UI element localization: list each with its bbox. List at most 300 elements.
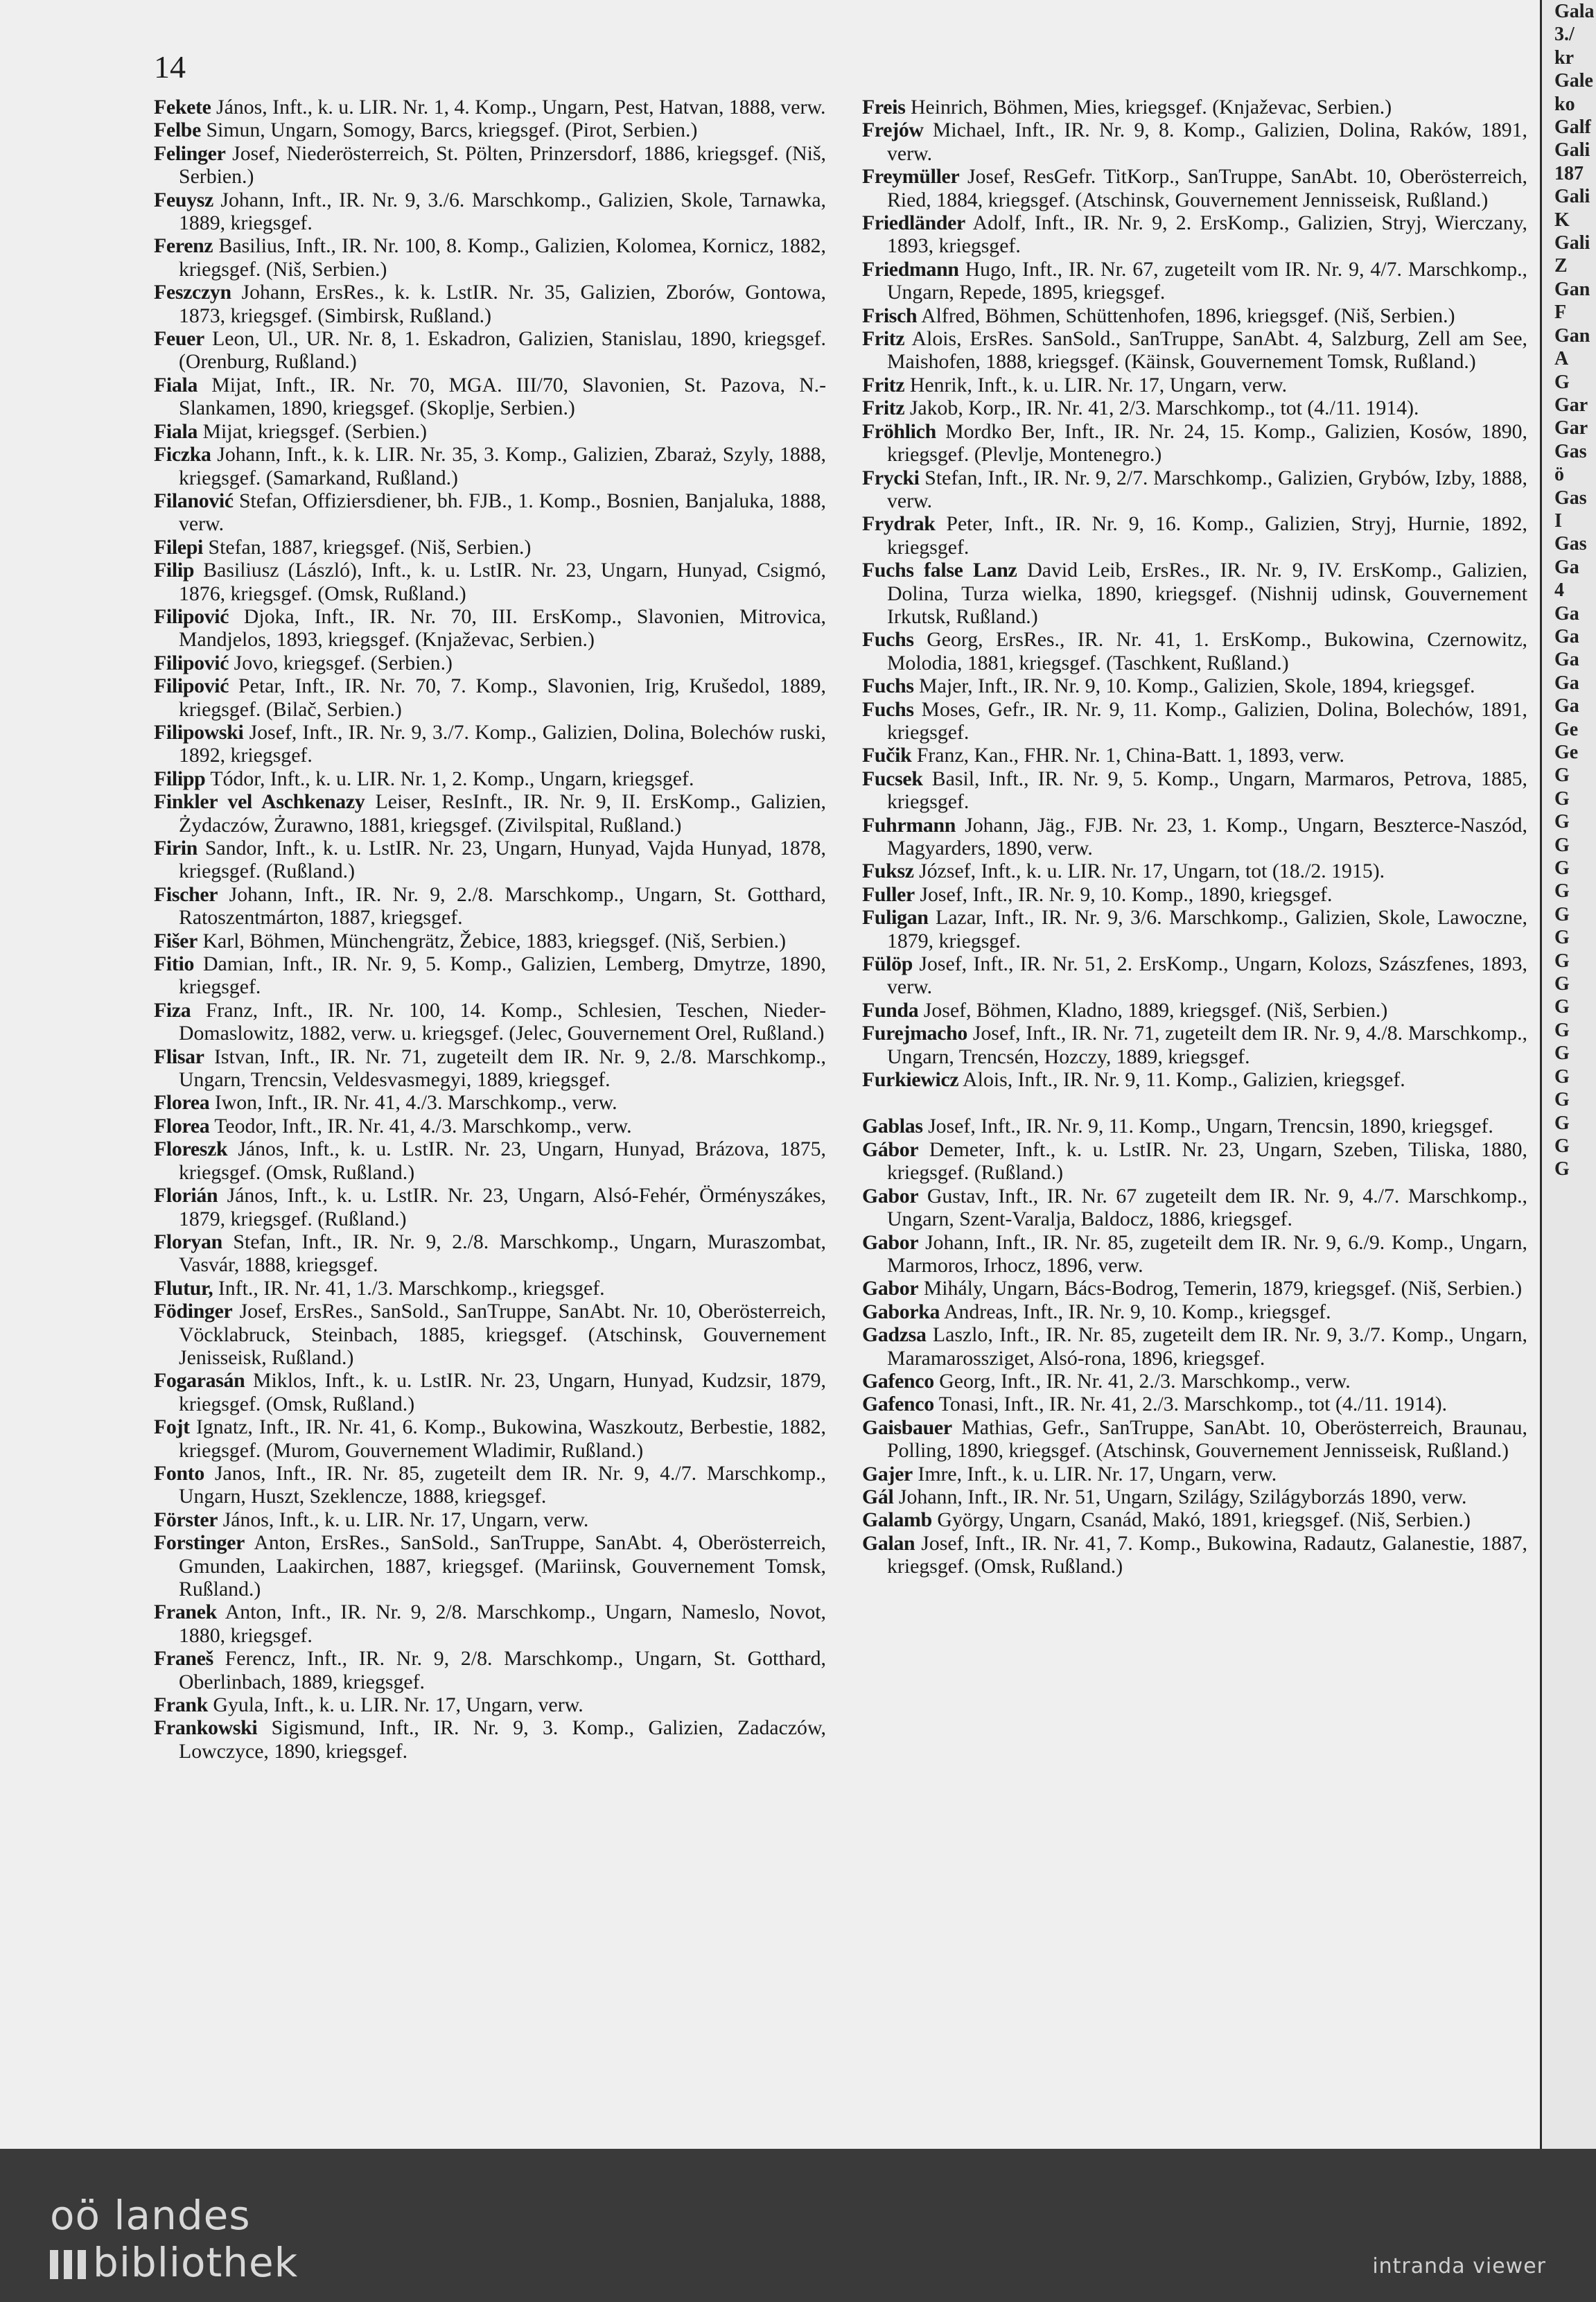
entry-details: Lazar, Inft., IR. Nr. 9, 3/6. Marschkomp., Galizien, Skole, Lawoczne, 1879, kriegsgef. [887,906,1527,952]
adjacent-page-fragment: G [1554,880,1570,903]
viewer-label: intranda viewer [1372,2254,1546,2278]
list-entry [862,1370,1527,1393]
adjacent-page-fragment: G [1554,834,1570,856]
adjacent-page-fragment: G [1554,787,1570,810]
entry-details: Mordko Ber, Inft., IR. Nr. 24, 15. Komp., Galizien, Kosów, 1890, kriegsgef. (Plevlje, Montenegro.) [887,419,1527,466]
adjacent-page-fragment: K [1554,209,1570,231]
entry-surname: Fritz [862,327,905,351]
list-entry [154,327,826,374]
entry-details: Petar, Inft., IR. Nr. 70, 7. Komp., Slavonien, Irig, Krušedol, 1889, kriegsgef. (Bilač, Serbien.) [179,674,826,721]
entry-details: Tódor, Inft., k. u. LIR. Nr. 1, 2. Komp., Ungarn, kriegsgef. [210,767,694,790]
entry-surname: Galamb [862,1508,932,1532]
entry-details: Anton, Inft., IR. Nr. 9, 2/8. Marschkomp., Ungarn, Nameslo, Novot, 1880, kriegsgef. [179,1601,826,1647]
entry-details: János, Inft., k. u. LstIR. Nr. 23, Ungarn, Alsó-Fehér, Örményszákes, 1879, kriegsgef. (Rußland.) [179,1184,826,1230]
list-entry [154,1230,826,1277]
list-entry [154,674,826,721]
adjacent-page-fragment: G [1554,996,1570,1018]
entry-details: Alfred, Böhmen, Schüttenhofen, 1896, kriegsgef. (Niš, Serbien.) [921,304,1455,327]
adjacent-page-fragment: G [1554,1043,1570,1065]
entry-details: Stefan, 1887, kriegsgef. (Niš, Serbien.) [208,535,532,559]
list-entry [154,1091,826,1114]
entry-surname: Freymüller [862,165,960,189]
list-entry [154,1300,826,1369]
entry-details: György, Ungarn, Csanád, Makó, 1891, kriegsgef. (Niš, Serbien.) [937,1508,1471,1532]
list-entry [154,837,826,883]
list-entry [154,1647,826,1693]
entry-surname: Fišer [154,929,198,952]
entry-surname: Gabor [862,1277,919,1300]
entry-details: Franz, Kan., FHR. Nr. 1, China-Batt. 1, 1893, verw. [916,744,1344,767]
list-entry [862,258,1527,304]
list-entry [154,1531,826,1601]
entry-details: Mihály, Ungarn, Bács-Bodrog, Temerin, 1879, kriegsgef. (Niš, Serbien.) [923,1277,1523,1300]
list-entry [862,952,1527,999]
list-entry [154,1601,826,1647]
list-entry [862,1022,1527,1068]
entry-details: Josef, Böhmen, Kladno, 1889, kriegsgef. (Niš, Serbien.) [923,998,1388,1022]
entry-surname: Frycki [862,466,920,489]
list-entry [862,767,1527,814]
adjacent-page-fragment: Gali [1554,139,1590,162]
list-entry [154,952,826,999]
entry-surname: Fiza [154,998,191,1022]
list-entry [154,96,826,119]
adjacent-page-fragment: Gali [1554,186,1590,208]
entry-surname: Florián [154,1184,218,1207]
entry-details: Johann, Inft., IR. Nr. 9, 3./6. Marschkomp., Galizien, Skole, Tarnawka, 1889, kriegsgef. [179,188,827,235]
entry-surname: Gajer [862,1462,913,1485]
list-entry [862,396,1527,419]
entry-surname: Fuhrmann [862,813,956,837]
adjacent-page-fragment: Galf [1554,116,1591,139]
entry-details: Tonasi, Inft., IR. Nr. 41, 2./3. Marschkomp., tot (4./11. 1914). [938,1393,1448,1416]
adjacent-page-fragment: G [1554,371,1570,393]
list-entry [154,652,826,674]
adjacent-page-fragment: Ga [1554,602,1579,625]
list-entry [154,1693,826,1716]
entry-surname: Filipović [154,674,229,698]
list-entry [154,1045,826,1092]
entry-surname: Fuksz [862,860,914,883]
entry-details: Jovo, kriegsgef. (Serbien.) [234,651,453,674]
entry-details: Damian, Inft., IR. Nr. 9, 5. Komp., Galizien, Lemberg, Dmytrze, 1890, kriegsgef. [179,952,826,999]
list-entry [154,142,826,189]
entry-surname: Filipović [154,651,229,674]
entry-surname: Fuchs [862,628,914,652]
entry-surname: Gaisbauer [862,1415,952,1439]
list-entry [154,489,826,536]
adjacent-page-fragment: G [1554,950,1570,972]
adjacent-page-fragment: 3./ [1554,24,1575,46]
entry-surname: Felbe [154,119,202,142]
entry-details: Basiliusz (László), Inft., k. u. LstIR. Nr. 23, Ungarn, Hunyad, Csigmó, 1876, kriegsgef. (Omsk, Rußland.) [179,559,826,605]
entry-surname: Finkler vel Aschkenazy [154,790,365,814]
list-entry [862,814,1527,860]
entry-details: János, Inft., k. u. LstIR. Nr. 23, Ungarn, Hunyad, Brázova, 1875, kriegsgef. (Omsk, Rußland.) [179,1137,826,1184]
list-entry [154,930,826,952]
entry-surname: Gafenco [862,1369,934,1393]
entry-details: Sandor, Inft., k. u. LstIR. Nr. 23, Ungarn, Hunyad, Vajda Hunyad, 1878, kriegsgef. (Rußland.) [179,837,826,883]
entry-surname: Florea [154,1114,210,1137]
library-logo-line1: oö landes [50,2192,251,2239]
list-entry [862,374,1527,396]
entry-surname: Forstinger [154,1531,245,1555]
entry-surname: Ferenz [154,234,213,258]
adjacent-page-fragment: Ge [1554,742,1579,763]
adjacent-page-fragment: Ge [1554,718,1579,740]
entry-surname: Felinger [154,141,226,165]
library-logo-icon [50,2250,87,2279]
list-entry [154,1716,826,1763]
adjacent-page-fragment: Ga [1554,649,1579,671]
adjacent-page-edge [1540,0,1596,2149]
adjacent-page-fragment: G [1554,1019,1570,1041]
entry-details: Mijat, Inft., IR. Nr. 70, MGA. III/70, Slavonien, St. Pazova, N.-Slankamen, 1890, kriegsgef. (Skoplje, Serbien.) [179,373,826,420]
entry-surname: Furejmacho [862,1022,968,1045]
entry-details: Josef, ErsRes., SanSold., SanTruppe, SanAbt. Nr. 10, Oberösterreich, Vöcklabruck, Steinbach, 1885, kriegsgef. (Atschinsk, Gouvernement Jenisseisk, Rußland.) [179,1300,827,1369]
entry-details: Inft., IR. Nr. 41, 1./3. Marschkomp., kriegsgef. [218,1276,605,1300]
entry-details: Mathias, Gefr., SanTruppe, SanAbt. 10, Oberösterreich, Braunau, Polling, 1890, kriegsgef. (Atschinsk, Gouvernement Jennisseisk, Rußland.) [887,1415,1528,1463]
entry-surname: Franeš [154,1647,213,1671]
adjacent-page-fragment: Gas [1554,533,1587,555]
list-entry [154,605,826,652]
entry-details: Josef, Inft., IR. Nr. 41, 7. Komp., Bukowina, Radautz, Galanestie, 1887, kriegsgef. (Omsk, Rußland.) [887,1531,1527,1578]
list-entry [154,189,826,235]
entry-details: Leiser, ResInft., IR. Nr. 9, II. ErsKomp., Galizien, Żydaczów, Żurawno, 1881, kriegsgef. (Zivilspital, Rußland.) [179,790,826,837]
library-logo-line2-text: bibliothek [93,2239,299,2286]
adjacent-page-fragment: Ga [1554,556,1579,578]
entry-details: Heinrich, Böhmen, Mies, kriegsgef. (Knjaževac, Serbien.) [910,96,1392,119]
entry-surname: Fiala [154,419,198,443]
entry-details: Sigismund, Inft., IR. Nr. 9, 3. Komp., Galizien, Zadaczów, Lowczyce, 1890, kriegsgef. [179,1716,826,1763]
adjacent-page-fragment: G [1554,765,1570,787]
adjacent-page-fragment: Gan [1554,278,1590,300]
entry-surname: Filipp [154,767,206,790]
entry-details: Johann, ErsRes., k. k. LstIR. Nr. 35, Galizien, Zborów, Gontowa, 1873, kriegsgef. (Simbirsk, Rußland.) [179,281,826,327]
adjacent-page-fragment: kr [1554,46,1574,69]
entry-surname: Freis [862,96,906,119]
entry-surname: Galan [862,1531,915,1555]
adjacent-page-fragment: Z [1554,255,1568,277]
entry-surname: Florea [154,1091,210,1115]
adjacent-page-fragment: Gale [1554,70,1593,92]
entry-surname: Fuchs false Lanz [862,559,1017,582]
entry-details: Iwon, Inft., IR. Nr. 41, 4./3. Marschkomp., verw. [214,1091,617,1115]
entry-surname: Fuchs [862,674,914,698]
list-entry [862,1508,1527,1531]
list-entry [154,1462,826,1508]
entry-details: Johann, Jäg., FJB. Nr. 23, 1. Komp., Ungarn, Beszterce-Naszód, Magyarders, 1890, verw. [887,813,1527,860]
entry-details: Johann, Inft., k. k. LIR. Nr. 35, 3. Komp., Galizien, Zbaraż, Szyly, 1888, kriegsgef. (Samarkand, Rußland.) [179,443,826,489]
entry-details: Leon, Ul., UR. Nr. 8, 1. Eskadron, Galizien, Stanislau, 1890, kriegsgef. (Orenburg, Rußland.) [179,327,826,374]
entry-details: Josef, Inft., IR. Nr. 9, 10. Komp., 1890, kriegsgef. [920,882,1333,906]
list-entry [862,1463,1527,1485]
entry-details: Demeter, Inft., k. u. LstIR. Nr. 23, Ungarn, Szeben, Tiliska, 1880, kriegsgef. (Rußland.) [887,1137,1527,1185]
entry-details: Adolf, Inft., IR. Nr. 9, 2. ErsKomp., Galizien, Stryj, Wierczany, 1893, kriegsgef. [887,211,1528,258]
adjacent-page-fragment: G [1554,1065,1570,1088]
list-entry [862,211,1527,258]
adjacent-page-fragment: ko [1554,93,1575,115]
entry-surname: Funda [862,998,919,1022]
list-entry [154,374,826,420]
adjacent-page-fragment: Gas [1554,487,1587,509]
list-entry [862,628,1527,674]
entry-details: Mijat, kriegsgef. (Serbien.) [202,419,428,443]
entry-surname: Filip [154,559,195,582]
entry-details: Hugo, Inft., IR. Nr. 67, zugeteilt vom IR. Nr. 9, 4/7. Marschkomp., Ungarn, Repede, 1895, kriegsgef. [887,257,1527,304]
entry-surname: Födinger [154,1300,233,1323]
entry-surname: Fucsek [862,767,923,790]
list-entry [154,1415,826,1462]
entry-details: János, Inft., k. u. LIR. Nr. 17, Ungarn, verw. [222,1508,589,1531]
list-entry [154,721,826,767]
list-entry [862,1393,1527,1415]
adjacent-page-fragment: Gar [1554,394,1588,416]
list-entry [862,1532,1527,1578]
adjacent-page-fragment: G [1554,1158,1570,1180]
entry-details: József, Inft., k. u. LIR. Nr. 17, Ungarn, tot (18./2. 1915). [919,860,1385,883]
entry-surname: Friedländer [862,211,965,235]
entry-details: Georg, Inft., IR. Nr. 41, 2./3. Marschkomp., verw. [939,1369,1351,1393]
list-entry [154,281,826,327]
adjacent-page-fragment: Ga [1554,695,1579,717]
adjacent-page-fragment: Ga [1554,672,1579,694]
entry-details: Miklos, Inft., k. u. LstIR. Nr. 23, Ungarn, Hunyad, Kudzsir, 1879, kriegsgef. (Omsk, Rußland.) [179,1369,826,1415]
entry-surname: Frank [154,1693,208,1717]
entry-surname: Fuchs [862,697,914,721]
entry-surname: Gál [862,1485,894,1508]
list-entry [862,744,1527,767]
adjacent-page-fragment: ö [1554,464,1564,486]
entry-details: Majer, Inft., IR. Nr. 9, 10. Komp., Galizien, Skole, 1894, kriegsgef. [919,674,1475,698]
left-column [154,96,826,1763]
list-entry [154,420,826,443]
entry-details: Janos, Inft., IR. Nr. 85, zugeteilt dem IR. Nr. 9, 4./7. Marschkomp., Ungarn, Huszt, Szeklencze, 1888, kriegsgef. [179,1461,826,1508]
adjacent-page-fragment: G [1554,1112,1570,1134]
entry-details: Josef, ResGefr. TitKorp., SanTruppe, SanAbt. 10, Oberösterreich, Ried, 1884, kriegsgef. (Atschinsk, Gouvernement Jennisseisk, Rußland.) [887,165,1527,211]
entry-details: Simun, Ungarn, Somogy, Barcs, kriegsgef. (Pirot, Serbien.) [206,119,698,142]
entry-details: Johann, Inft., IR. Nr. 85, zugeteilt dem IR. Nr. 9, 6./9. Komp., Ungarn, Marmoros, Irhocz, 1896, verw. [887,1230,1527,1277]
list-entry [862,327,1527,374]
entry-surname: Fekete [154,96,211,119]
library-logo-line2 [50,2239,298,2286]
list-entry [862,1115,1527,1137]
adjacent-page-fragment: G [1554,927,1570,949]
list-entry [862,420,1527,466]
list-entry [862,165,1527,211]
entry-surname: Frankowski [154,1716,258,1740]
list-entry [862,1231,1527,1278]
list-entry [154,1277,826,1300]
entry-surname: Feuysz [154,188,213,211]
entry-details: Anton, ErsRes., SanSold., SanTruppe, SanAbt. 4, Oberösterreich, Gmunden, Laakirchen, 1887, kriegsgef. (Mariinsk, Gouvernement Tomsk, Rußland.) [179,1531,826,1601]
entry-surname: Feszczyn [154,281,231,304]
entry-details: David Leib, ErsRes., IR. Nr. 9, IV. ErsKomp., Galizien, Dolina, Turza wielka, 1890, kriegsgef. (Nishnij udinsk, Gouvernement Irkutsk, Rußland.) [887,559,1527,628]
entry-details: Andreas, Inft., IR. Nr. 9, 10. Komp., kriegsgef. [943,1300,1331,1323]
entry-surname: Fogarasán [154,1369,245,1393]
list-entry [862,466,1527,513]
entry-surname: Fritz [862,373,905,396]
adjacent-page-fragment: Gala [1554,1,1595,22]
adjacent-page-fragment: G [1554,1135,1570,1157]
list-entry [154,883,826,930]
entry-surname: Frisch [862,304,918,327]
entry-details: Josef, Inft., IR. Nr. 71, zugeteilt dem IR. Nr. 9, 4./8. Marschkomp., Ungarn, Trencsén, Hozczy, 1889, kriegsgef. [887,1022,1528,1068]
entry-surname: Förster [154,1508,218,1531]
adjacent-page-fragment: G [1554,857,1570,880]
entry-surname: Fitio [154,952,195,976]
entry-details: Moses, Gefr., IR. Nr. 9, 11. Komp., Galizien, Dolina, Bolechów, 1891, kriegsgef. [887,697,1527,744]
list-entry [862,1277,1527,1300]
list-entry [154,536,826,559]
entry-surname: Feuer [154,327,204,351]
list-entry [154,443,826,489]
adjacent-page-fragment: G [1554,973,1570,995]
entry-details: Stefan, Offiziersdiener, bh. FJB., 1. Komp., Bosnien, Banjaluka, 1888, verw. [179,489,827,536]
entry-details: Johann, Inft., IR. Nr. 9, 2./8. Marschkomp., Ungarn, St. Gotthard, Ratoszentmárton, 1887, kriegsgef. [179,882,826,930]
entry-details: Teodor, Inft., IR. Nr. 41, 4./3. Marschkomp., verw. [214,1114,632,1137]
entry-details: Franz, Inft., IR. Nr. 100, 14. Komp., Schlesien, Teschen, Nieder-Domaslowitz, 1882, verw. u. kriegsgef. (Jelec, Gouvernement Orel, Rußland.) [179,998,827,1045]
adjacent-page-fragment: 187 [1554,162,1584,184]
right-column [862,96,1527,1578]
entry-details: Alois, Inft., IR. Nr. 9, 11. Komp., Galizien, kriegsgef. [963,1068,1405,1092]
adjacent-page-fragment: F [1554,302,1567,324]
entry-surname: Franek [154,1601,217,1624]
list-entry [862,119,1527,165]
list-entry [862,1068,1527,1091]
entry-surname: Gabor [862,1184,919,1207]
entry-surname: Gadzsa [862,1323,927,1347]
list-entry [154,234,826,281]
list-entry [862,1300,1527,1323]
entry-surname: Flutur, [154,1276,213,1300]
entry-surname: Filanović [154,489,234,512]
adjacent-page-fragment: 4 [1554,579,1564,602]
entry-details: Georg, ErsRes., IR. Nr. 41, 1. ErsKomp., Bukowina, Czernowitz, Molodia, 1881, kriegsgef. (Taschkent, Rußland.) [887,628,1527,674]
list-entry [862,674,1527,697]
entry-surname: Frejów [862,119,924,142]
entry-surname: Firin [154,837,198,860]
list-entry [154,999,826,1045]
list-entry [154,119,826,141]
entry-surname: Floreszk [154,1137,228,1161]
entry-details: Josef, Inft., IR. Nr. 51, 2. ErsKomp., Ungarn, Kolozs, Szászfenes, 1893, verw. [887,952,1527,999]
entry-details: Gyula, Inft., k. u. LIR. Nr. 17, Ungarn, verw. [213,1693,584,1717]
adjacent-page-fragment: G [1554,903,1570,925]
entry-details: Imre, Inft., k. u. LIR. Nr. 17, Ungarn, verw. [918,1462,1277,1485]
entry-surname: Fuligan [862,906,929,930]
entry-surname: Ficzka [154,443,211,466]
list-entry [862,304,1527,327]
entry-details: Basil, Inft., IR. Nr. 9, 5. Komp., Ungarn, Marmaros, Petrova, 1885, kriegsgef. [887,767,1527,814]
list-entry [862,1416,1527,1463]
entry-surname: Gabor [862,1230,919,1254]
entry-details: Stefan, Inft., IR. Nr. 9, 2./8. Marschkomp., Ungarn, Muraszombat, Vasvár, 1888, kriegsgef. [179,1230,826,1277]
adjacent-page-fragment: Gas [1554,440,1587,462]
entry-details: Henrik, Inft., k. u. LIR. Nr. 17, Ungarn, verw. [909,373,1288,396]
adjacent-page-fragment: Gar [1554,417,1588,439]
list-entry [862,559,1527,628]
list-entry [154,1508,826,1531]
entry-surname: Fröhlich [862,419,936,443]
entry-details: Peter, Inft., IR. Nr. 9, 16. Komp., Galizien, Stryj, Hurnie, 1892, kriegsgef. [887,512,1527,559]
adjacent-page-fragment: I [1554,509,1562,532]
entry-details: Jakob, Korp., IR. Nr. 41, 2/3. Marschkomp., tot (4./11. 1914). [909,396,1419,420]
adjacent-page-fragment: A [1554,348,1569,370]
list-entry [862,698,1527,744]
adjacent-page-fragment: Ga [1554,625,1579,647]
list-entry [862,1485,1527,1508]
entry-details: Johann, Inft., IR. Nr. 51, Ungarn, Szilágy, Szilágyborzás 1890, verw. [898,1485,1467,1508]
adjacent-page-fragment: Gali [1554,232,1590,254]
entry-surname: Filipowski [154,720,244,744]
entry-surname: Gábor [862,1137,919,1161]
list-entry [154,1184,826,1230]
entry-details: Laszlo, Inft., IR. Nr. 85, zugeteilt dem IR. Nr. 9, 3./7. Komp., Ungarn, Maramarossziget, Alsó-rona, 1896, kriegsgef. [887,1323,1527,1370]
entry-surname: Fülöp [862,952,913,976]
entry-details: Josef, Niederösterreich, St. Pölten, Prinzersdorf, 1886, kriegsgef. (Niš, Serbien.) [179,141,827,189]
list-entry [862,1323,1527,1370]
entry-surname: Filepi [154,535,204,559]
list-entry [862,860,1527,882]
entry-details: Istvan, Inft., IR. Nr. 71, zugeteilt dem IR. Nr. 9, 2./8. Marschkomp., Ungarn, Trencsin, Veldesvasmegyi, 1889, kriegsgef. [179,1045,826,1092]
entry-details: Karl, Böhmen, Münchengrätz, Žebice, 1883, kriegsgef. (Niš, Serbien.) [202,929,786,952]
entry-details: Alois, ErsRes. SanSold., SanTruppe, SanAbt. 4, Salzburg, Zell am See, Maishofen, 1888, kriegsgef. (Käinsk, Gouvernement Tomsk, Rußland.) [887,327,1527,374]
list-entry [862,96,1527,119]
list-entry [862,999,1527,1022]
entry-surname: Gablas [862,1115,923,1138]
entry-details: Josef, Inft., IR. Nr. 9, 3./7. Komp., Galizien, Dolina, Bolechów ruski, 1892, kriegsgef. [179,720,827,767]
list-entry [154,767,826,790]
list-entry [862,1185,1527,1231]
list-entry [862,883,1527,906]
adjacent-page-fragment: G [1554,811,1570,833]
entry-details: Michael, Inft., IR. Nr. 9, 8. Komp., Galizien, Dolina, Raków, 1891, verw. [887,119,1527,165]
entry-details: Ferencz, Inft., IR. Nr. 9, 2/8. Marschkomp., Ungarn, St. Gotthard, Oberlinbach, 1889, kriegsgef. [179,1647,826,1693]
entry-details: Djoka, Inft., IR. Nr. 70, III. ErsKomp., Slavonien, Mitrovica, Mandjelos, 1893, kriegsgef. (Knjaževac, Serbien.) [179,604,827,652]
entry-surname: Fojt [154,1415,190,1439]
entry-surname: Fischer [154,882,218,906]
entry-surname: Flisar [154,1045,204,1068]
entry-surname: Fučik [862,744,912,767]
list-entry [154,1137,826,1184]
entry-surname: Furkiewicz [862,1068,959,1092]
entry-details: Gustav, Inft., IR. Nr. 67 zugeteilt dem IR. Nr. 9, 4./7. Marschkomp., Ungarn, Szent-Varalja, Baldocz, 1886, kriegsgef. [887,1184,1527,1231]
entry-surname: Frydrak [862,512,936,536]
entry-details: János, Inft., k. u. LIR. Nr. 1, 4. Komp., Ungarn, Pest, Hatvan, 1888, verw. [216,96,826,119]
entry-details: Ignatz, Inft., IR. Nr. 41, 6. Komp., Bukowina, Waszkoutz, Berbestie, 1882, kriegsgef. (Murom, Gouvernement Wladimir, Rußland.) [179,1415,827,1462]
entry-surname: Fonto [154,1461,204,1485]
adjacent-page-fragment: Gan [1554,324,1590,347]
list-entry [154,1115,826,1137]
list-entry [862,512,1527,559]
list-entry [862,1138,1527,1185]
list-entry [862,906,1527,952]
entry-details: Josef, Inft., IR. Nr. 9, 11. Komp., Ungarn, Trencsin, 1890, kriegsgef. [928,1115,1493,1138]
section-gap [862,1091,1527,1115]
entry-surname: Floryan [154,1230,222,1253]
list-entry [154,559,826,605]
page-number: 14 [154,49,186,85]
list-entry [154,1369,826,1415]
entry-surname: Gaborka [862,1300,940,1323]
entry-surname: Fuller [862,882,915,906]
list-entry [154,790,826,837]
entry-details: Basilius, Inft., IR. Nr. 100, 8. Komp., Galizien, Kolomea, Kornicz, 1882, kriegsgef. (Niš, Serbien.) [179,234,826,281]
entry-surname: Gafenco [862,1393,934,1416]
entry-details: Stefan, Inft., IR. Nr. 9, 2/7. Marschkomp., Galizien, Grybów, Izby, 1888, verw. [887,466,1527,512]
entry-surname: Friedmann [862,257,959,281]
